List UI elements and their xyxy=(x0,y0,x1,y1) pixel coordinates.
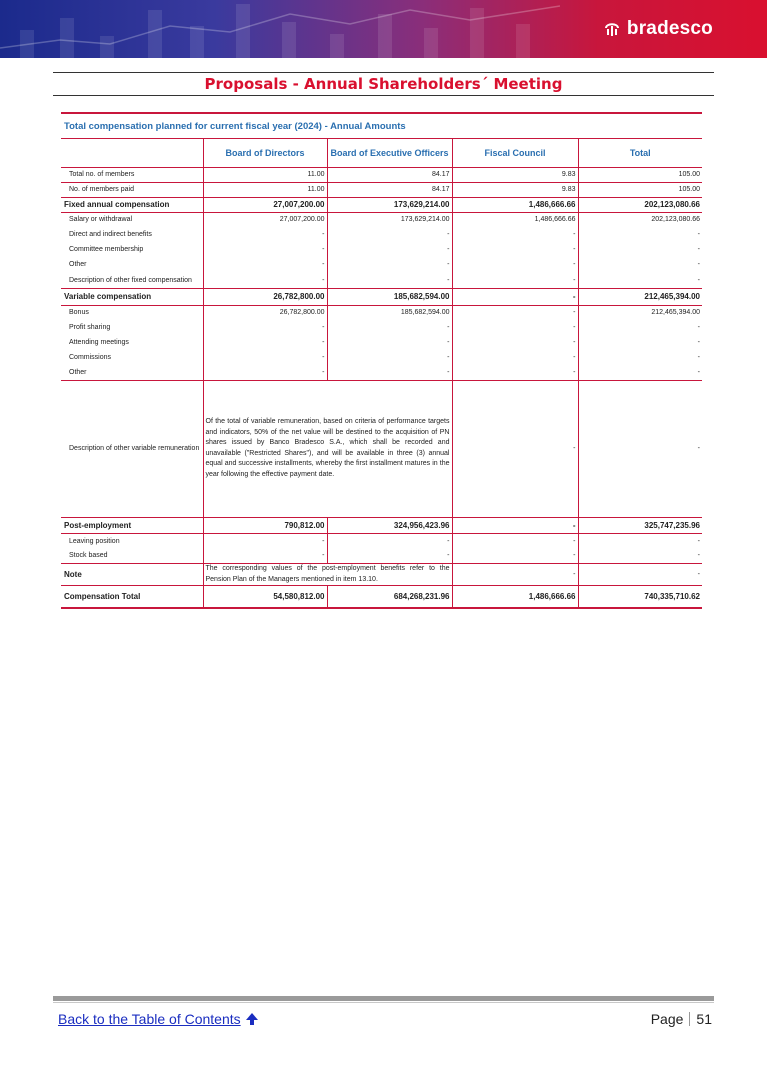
cell-value: - xyxy=(327,320,452,335)
cell-value: - xyxy=(452,335,578,350)
row-label: Description of other fixed compensation xyxy=(61,272,203,289)
cell-value: - xyxy=(327,534,452,549)
cell-value: - xyxy=(452,305,578,320)
cell-value: 105.00 xyxy=(578,167,702,182)
table-row-variable-compensation xyxy=(61,289,702,306)
row-label: Fixed annual compensation xyxy=(61,197,203,212)
cell-value: - xyxy=(203,350,327,365)
cell-value: - xyxy=(452,320,578,335)
page-label: Page xyxy=(650,1011,684,1027)
header-total: Total xyxy=(578,139,702,167)
footer-rule xyxy=(53,996,714,1001)
cell-value: - xyxy=(203,549,327,564)
cell-value: - xyxy=(452,350,578,365)
cell-value: - xyxy=(452,289,578,306)
cell-value: - xyxy=(578,227,702,242)
row-label: Other xyxy=(61,365,203,380)
row-label: Direct and indirect benefits xyxy=(69,231,152,238)
cell-value: 105.00 xyxy=(578,182,702,197)
table-row xyxy=(61,534,702,549)
cell-value: - xyxy=(578,534,702,549)
header-blank xyxy=(61,139,203,167)
cell-value: - xyxy=(452,365,578,380)
cell-value: 9.83 xyxy=(452,167,578,182)
row-label: Post-employment xyxy=(61,517,203,534)
cell-value: 1,486,666.66 xyxy=(452,586,578,608)
cell-value: - xyxy=(327,549,452,564)
cell-value: - xyxy=(452,257,578,272)
cell-value: - xyxy=(203,227,327,242)
brand-name: bradesco xyxy=(626,18,713,39)
note-text: The corresponding values of the post-employment benefits refer to the Pension Plan of the Managers mentioned in item 13.10. xyxy=(203,564,452,586)
row-label: Leaving position xyxy=(69,537,120,545)
cell-value: - xyxy=(327,272,452,289)
cell-value: - xyxy=(452,534,578,549)
page-number-value: 51 xyxy=(696,1011,712,1027)
cell-value: - xyxy=(327,350,452,365)
cell-value: - xyxy=(327,335,452,350)
back-to-contents-link[interactable] xyxy=(58,1011,259,1027)
row-label: Salary or withdrawal xyxy=(69,216,133,224)
compensation-table xyxy=(61,139,702,609)
cell-value: 9.83 xyxy=(452,182,578,197)
row-label: Profit sharing xyxy=(69,324,111,331)
cell-value: - xyxy=(203,335,327,350)
cell-value: 11.00 xyxy=(203,167,327,182)
cell-value: 325,747,235.96 xyxy=(578,517,702,534)
cell-value: 26,782,800.00 xyxy=(203,289,327,306)
cell-value: 790,812.00 xyxy=(203,517,327,534)
cell-value: - xyxy=(452,517,578,534)
bradesco-tree-icon xyxy=(603,20,621,38)
cell-value: - xyxy=(203,242,327,257)
cell-value: 27,007,200.00 xyxy=(203,212,327,227)
cell-value: - xyxy=(578,272,702,289)
cell-value: 26,782,800.00 xyxy=(203,305,327,320)
table-row xyxy=(61,365,702,380)
header-fiscal-council: Fiscal Council xyxy=(452,139,578,167)
table-row-post-employment xyxy=(61,517,702,534)
cell-value: - xyxy=(327,242,452,257)
cell-value: 27,007,200.00 xyxy=(203,197,327,212)
footer-rule-thin xyxy=(53,1002,714,1003)
row-label: Attending meetings xyxy=(69,339,129,346)
table-row xyxy=(61,335,702,350)
cell-value: 84.17 xyxy=(327,167,452,182)
page-divider xyxy=(689,1012,690,1026)
cell-value: 173,629,214.00 xyxy=(327,197,452,212)
row-label: Variable compensation xyxy=(61,289,203,306)
cell-value: - xyxy=(452,380,578,517)
cell-value: 212,465,394.00 xyxy=(578,305,702,320)
cell-value: - xyxy=(203,365,327,380)
cell-value: - xyxy=(452,272,578,289)
cell-value: 84.17 xyxy=(327,182,452,197)
cell-value: - xyxy=(578,242,702,257)
table-row xyxy=(61,227,702,242)
cell-value: - xyxy=(578,365,702,380)
title-rule-top xyxy=(53,72,714,73)
header-banner xyxy=(0,0,767,58)
header-board-of-directors: Board of Directors xyxy=(203,139,327,167)
cell-value: 202,123,080.66 xyxy=(578,197,702,212)
table-header-row xyxy=(61,139,702,167)
cell-value: 1,486,666.66 xyxy=(452,197,578,212)
table-row xyxy=(61,182,702,197)
table-title: Total compensation planned for current fiscal year (2024) - Annual Amounts xyxy=(61,114,702,139)
cell-value: - xyxy=(452,242,578,257)
cell-value: - xyxy=(452,564,578,586)
table-row-compensation-total xyxy=(61,586,702,608)
cell-value: - xyxy=(327,227,452,242)
cell-value: - xyxy=(327,365,452,380)
table-row-note xyxy=(61,564,702,586)
row-label: Bonus xyxy=(69,309,89,317)
table-row xyxy=(61,242,702,257)
cell-value: 54,580,812.00 xyxy=(203,586,327,608)
back-link-label: Back to the Table of Contents xyxy=(58,1011,241,1027)
table-row xyxy=(61,305,702,320)
cell-value: 324,956,423.96 xyxy=(327,517,452,534)
table-row-fixed-compensation xyxy=(61,197,702,212)
cell-value: 212,465,394.00 xyxy=(578,289,702,306)
cell-value: - xyxy=(452,227,578,242)
title-rule-bottom xyxy=(53,95,714,96)
cell-value: 173,629,214.00 xyxy=(327,212,452,227)
row-label: Other xyxy=(69,261,87,268)
cell-value: - xyxy=(203,320,327,335)
table-row-variable-description xyxy=(61,380,702,517)
table-row xyxy=(61,272,702,289)
cell-value: - xyxy=(578,350,702,365)
cell-value: - xyxy=(203,534,327,549)
cell-value: 185,682,594.00 xyxy=(327,289,452,306)
cell-value: 202,123,080.66 xyxy=(578,212,702,227)
row-label: Compensation Total xyxy=(61,586,203,608)
banner-chart-graphic xyxy=(0,0,560,58)
cell-value: - xyxy=(578,564,702,586)
cell-value: 1,486,666.66 xyxy=(452,212,578,227)
cell-value: 11.00 xyxy=(203,182,327,197)
page-title: Proposals - Annual Shareholders´ Meeting xyxy=(204,75,563,93)
cell-value: - xyxy=(203,257,327,272)
cell-value: 185,682,594.00 xyxy=(327,305,452,320)
row-label: Total no. of members xyxy=(61,167,203,182)
table-row xyxy=(61,212,702,227)
cell-value: 740,335,710.62 xyxy=(578,586,702,608)
table-row xyxy=(61,167,702,182)
bradesco-logo xyxy=(603,18,713,40)
row-label: Note xyxy=(64,570,82,579)
cell-value: - xyxy=(578,335,702,350)
row-label: Stock based xyxy=(61,549,203,564)
row-label: Description of other variable remuneration xyxy=(61,380,203,517)
table-row xyxy=(61,320,702,335)
row-label: No. of members paid xyxy=(61,182,203,197)
cell-value: 684,268,231.96 xyxy=(327,586,452,608)
row-label: Commissions xyxy=(69,354,112,361)
table-row xyxy=(61,549,702,564)
arrow-up-icon xyxy=(245,1012,259,1026)
cell-value: - xyxy=(203,272,327,289)
cell-value: - xyxy=(327,257,452,272)
cell-value: - xyxy=(578,549,702,564)
variable-description-text: Of the total of variable remuneration, based on criteria of performance targets and indicators, 50% of the net value will be destined to the acquisition of PN shares issued by Banco Bradesco S.A., which shall be recorded and unavailable ("Restricted Shares"), and will be available in three (3) annual equal and successive installments, whereby the first installment matures in the year following the effective payment date. xyxy=(203,380,452,517)
cell-value: - xyxy=(578,257,702,272)
page-number xyxy=(651,1011,712,1027)
table-row xyxy=(61,257,702,272)
cell-value: - xyxy=(578,380,702,517)
cell-value: - xyxy=(452,549,578,564)
row-label: Committee membership xyxy=(69,246,144,253)
compensation-table-section xyxy=(61,112,702,609)
table-row xyxy=(61,350,702,365)
cell-value: - xyxy=(578,320,702,335)
header-executive-officers: Board of Executive Officers xyxy=(327,139,452,167)
